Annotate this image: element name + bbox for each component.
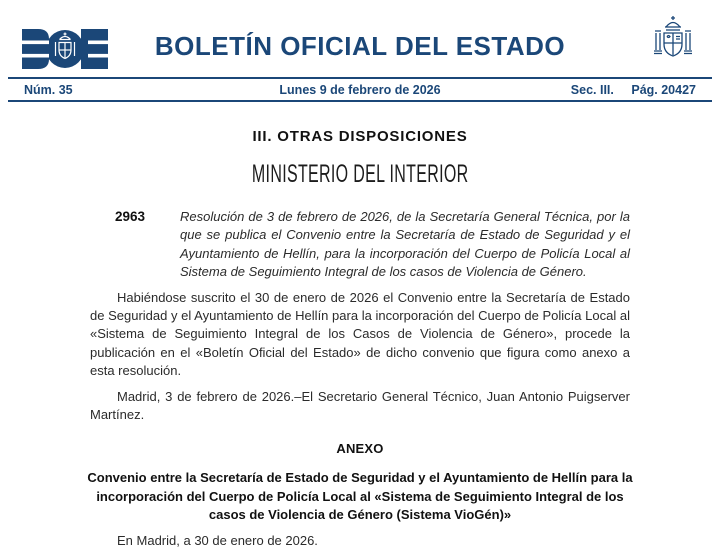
issue-date: Lunes 9 de febrero de 2026 bbox=[279, 83, 441, 97]
infobar-divider bbox=[8, 100, 712, 102]
ministry-heading bbox=[0, 160, 720, 189]
signature-paragraph: Madrid, 3 de febrero de 2026.–El Secretario General Técnico, Juan Antonio Puigserver Martínez. bbox=[90, 388, 630, 423]
disposition-item bbox=[90, 208, 630, 282]
annex-heading: ANEXO bbox=[336, 441, 384, 457]
issue-number: Núm. 35 bbox=[24, 83, 73, 97]
disposition-summary: Resolución de 3 de febrero de 2026, de la Secretaría General Técnica, por la que se publica el Convenio entre la Secretaría de Estado de Seguridad y el Ayuntamiento de Hellín, para la incorporación del Cuerpo de Policía Local al Sistema de Seguimiento Integral de los casos de Violencia de Género. bbox=[180, 209, 630, 280]
annex-title: Convenio entre la Secretaría de Estado de Seguridad y el Ayuntamiento de Hellín para la incorporación del Cuerpo de Policía Local al «Sistema de Seguimiento Integral de los casos de Violencia de Género (Sistema VioGén)» bbox=[87, 470, 633, 523]
section-heading: III. OTRAS DISPOSICIONES bbox=[252, 128, 468, 145]
disposition-number: 2963 bbox=[115, 209, 146, 224]
section-label: Sec. III. bbox=[570, 83, 614, 97]
page-number-label: Pág. 20427 bbox=[631, 83, 696, 97]
infobar bbox=[0, 79, 720, 100]
ministry-heading-text: MINISTERIO DEL INTERIOR bbox=[251, 160, 469, 188]
document-body bbox=[0, 128, 720, 550]
gazette-title: BOLETÍN OFICIAL DEL ESTADO bbox=[154, 31, 566, 61]
masthead bbox=[0, 0, 720, 77]
annex-place-date: En Madrid, a 30 de enero de 2026. bbox=[117, 532, 318, 548]
section-page bbox=[441, 83, 696, 97]
body-paragraph: Habiéndose suscrito el 30 de enero de 2026 el Convenio entre la Secretaría de Estado de Seguridad y el Ayuntamiento de Hellín para la incorporación del Cuerpo de Policía Local al «Sistema de Seguimiento Integral de los Casos de Violencia de Género», procede la publicación en el «Boletín Oficial del Estado» de dicho convenio que figura como anexo a esta resolución. bbox=[90, 289, 630, 379]
coat-of-arms-icon bbox=[652, 15, 694, 67]
